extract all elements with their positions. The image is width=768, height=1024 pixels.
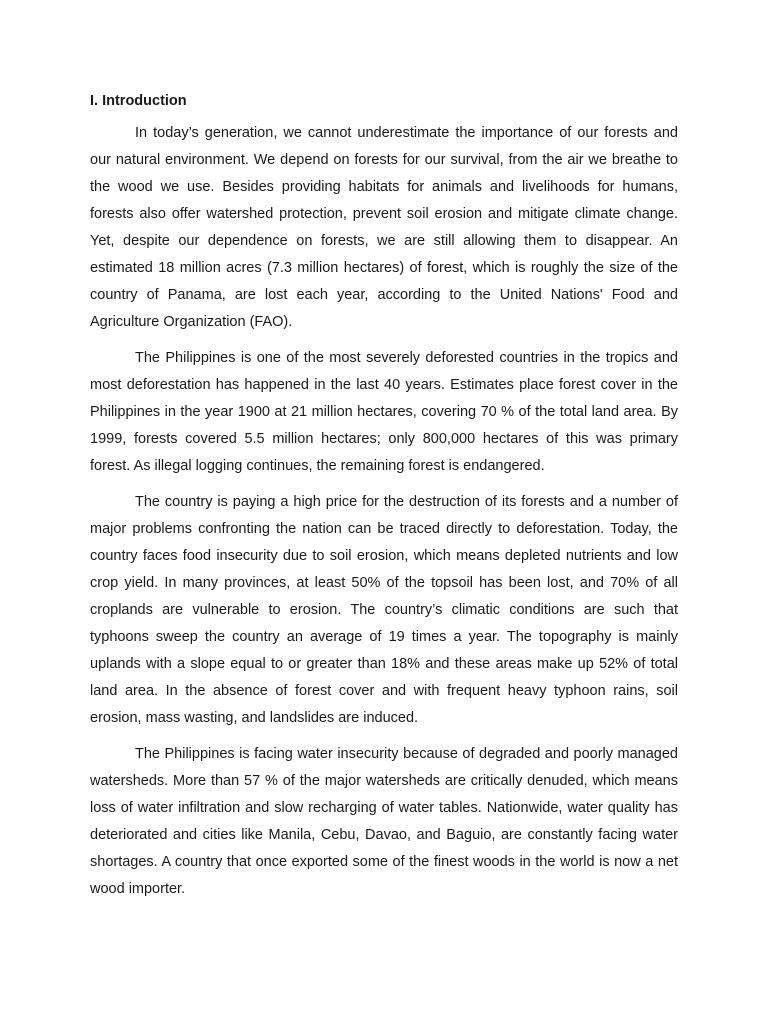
document-page <box>90 91 678 912</box>
paragraph-soil-erosion: The country is paying a high price for the destruction of its forests and a number of major problems confronting the nation can be traced directly to deforestation. Today, the country faces food insecurity due to soil erosion, which means depleted nutrients and low crop yield. In many provinces, at least 50% of the topsoil has been lost, and 70% of all croplands are vulnerable to erosion. The country’s climatic conditions are such that typhoons sweep the country an average of 19 times a year. The topography is mainly uplands with a slope equal to or greater than 18% and these areas make up 52% of total land area. In the absence of forest cover and with frequent heavy typhoon rains, soil erosion, mass wasting, and landslides are induced. <box>90 494 678 726</box>
paragraph-intro: In today’s generation, we cannot underestimate the importance of our forests and our natural environment. We depend on forests for our survival, from the air we breathe to the wood we use. Besides providing habitats for animals and livelihoods for humans, forests also offer watershed protection, prevent soil erosion and mitigate climate change. Yet, despite our dependence on forests, we are still allowing them to disappear. An estimated 18 million acres (7.3 million hectares) of forest, which is roughly the size of the country of Panama, are lost each year, according to the United Nations' Food and Agriculture Organization (FAO). <box>90 125 678 330</box>
paragraph-deforestation-history: The Philippines is one of the most severely deforested countries in the tropics and most deforestation has happened in the last 40 years. Estimates place forest cover in the Philippines in the year 1900 at 21 million hectares, covering 70 % of the total land area. By 1999, forests covered 5.5 million hectares; only 800,000 hectares of this was primary forest. As illegal logging continues, the remaining forest is endangered. <box>90 350 678 474</box>
section-heading: I. Introduction <box>90 93 187 109</box>
paragraph-water-insecurity: The Philippines is facing water insecurity because of degraded and poorly managed watersheds. More than 57 % of the major watersheds are critically denuded, which means loss of water infiltration and slow recharging of water tables. Nationwide, water quality has deteriorated and cities like Manila, Cebu, Davao, and Baguio, are constantly facing water shortages. A country that once exported some of the finest woods in the world is now a net wood importer. <box>90 746 678 897</box>
